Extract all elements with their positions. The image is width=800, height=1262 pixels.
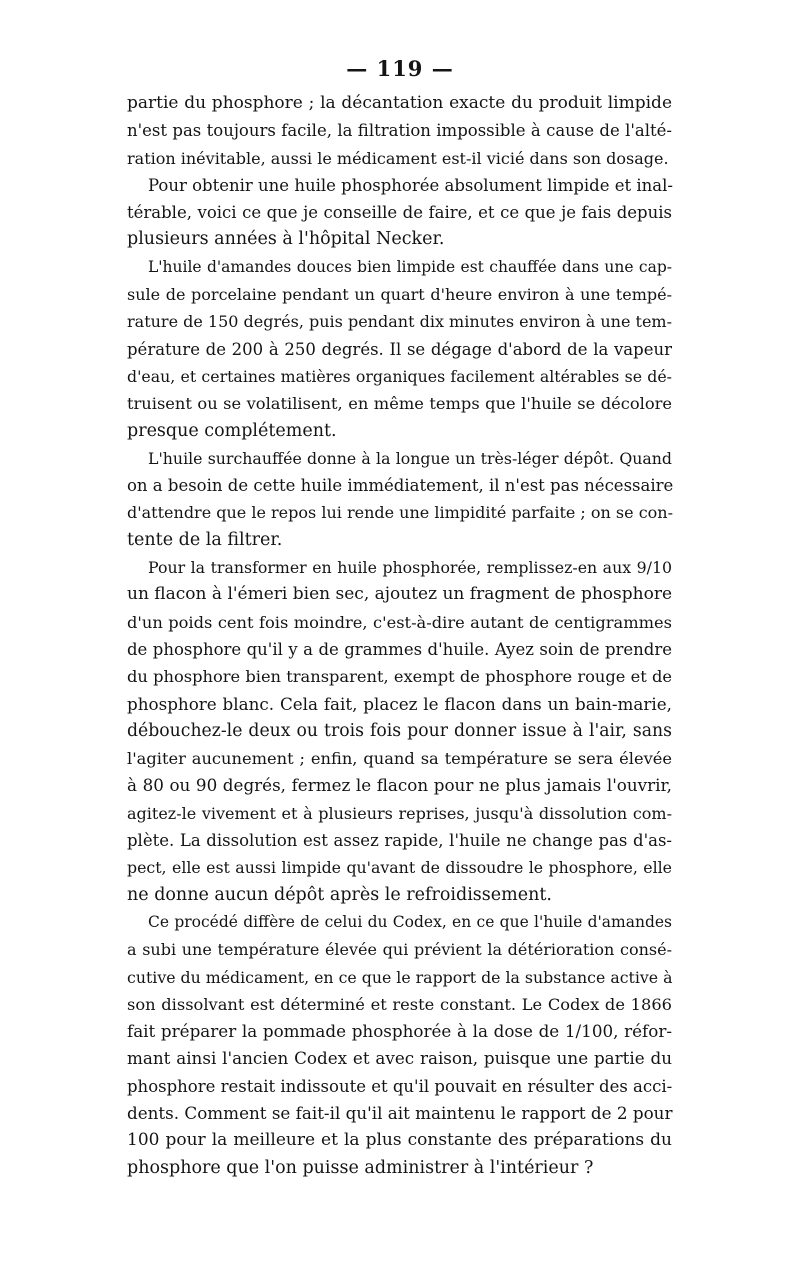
text-line: Pour la transformer en huile phosphorée, remplissez-en aux 9/10	[148, 558, 672, 578]
text-line: a subi une température élevée qui prévient la détérioration consé-	[127, 940, 672, 960]
text-line: fait préparer la pommade phosphorée à la dose de 1/100, réfor-	[127, 1021, 672, 1042]
text-line: Pour obtenir une huile phosphorée absolument limpide et inal-	[148, 175, 673, 195]
text-line: d'attendre que le repos lui rende une limpidité parfaite ; on se con-	[127, 503, 673, 523]
text-line: presque complétement.	[127, 420, 337, 441]
text-line: rature de 150 degrés, puis pendant dix minutes environ à une tem-	[127, 312, 673, 332]
text-line: phosphore blanc. Cela fait, placez le flacon dans un bain-marie,	[127, 693, 672, 714]
text-line: n'est pas toujours facile, la filtration impossible à cause de l'alté-	[127, 121, 672, 141]
page-body	[127, 90, 672, 1182]
text-line: ration inévitable, aussi le médicament est-il vicié dans son dosage.	[127, 148, 669, 168]
text-line: ne donne aucun dépôt après le refroidissement.	[127, 884, 552, 905]
text-line: L'huile surchauffée donne à la longue un très-léger dépôt. Quand	[148, 448, 672, 468]
text-line: phosphore restait indissoute et qu'il pouvait en résulter des acci-	[127, 1076, 673, 1096]
text-line: de phosphore qu'il y a de grammes d'huile. Ayez soin de prendre	[127, 639, 672, 659]
text-line: truisent ou se volatilisent, en même temps que l'huile se décolore	[127, 394, 672, 414]
text-line: on a besoin de cette huile immédiatement, il n'est pas nécessaire	[127, 476, 674, 496]
text-line: Ce procédé diffère de celui du Codex, en ce que l'huile d'amandes	[148, 912, 672, 931]
text-line: dents. Comment se fait-il qu'il ait maintenu le rapport de 2 pour	[127, 1102, 673, 1123]
text-line: tente de la filtrer.	[127, 529, 283, 550]
text-line: cutive du médicament, en ce que le rapport de la substance active à	[127, 967, 673, 987]
text-line: partie du phosphore ; la décantation exacte du produit limpide	[127, 93, 672, 113]
text-line: pérature de 200 à 250 degrés. Il se dégage d'abord de la vapeur	[127, 339, 672, 359]
text-line: à 80 ou 90 degrés, fermez le flacon pour ne plus jamais l'ouvrir,	[127, 775, 672, 796]
text-line: un flacon à l'émeri bien sec, ajoutez un fragment de phosphore	[127, 584, 672, 605]
text-line: L'huile d'amandes douces bien limpide est chauffée dans une cap-	[148, 257, 672, 276]
text-line: pect, elle est aussi limpide qu'avant de dissoudre le phosphore, elle	[127, 858, 672, 878]
text-line: du phosphore bien transparent, exempt de phosphore rouge et de	[127, 667, 672, 687]
text-line: agitez-le vivement et à plusieurs reprises, jusqu'à dissolution com-	[127, 803, 672, 823]
text-line: d'un poids cent fois moindre, c'est-à-dire autant de centigrammes	[127, 612, 672, 632]
text-line: son dissolvant est déterminé et reste constant. Le Codex de 1866	[127, 994, 672, 1014]
text-line: sule de porcelaine pendant un quart d'heure environ à une tempé-	[127, 285, 672, 305]
text-line: térable, voici ce que je conseille de faire, et ce que je fais depuis	[127, 203, 672, 223]
text-line: débouchez-le deux ou trois fois pour donner issue à l'air, sans	[127, 720, 672, 741]
text-line: 100 pour la meilleure et la plus constante des préparations du	[127, 1130, 672, 1151]
text-line: l'agiter aucunement ; enfin, quand sa température se sera élevée	[127, 749, 672, 769]
text-line: d'eau, et certaines matières organiques facilement altérables se dé-	[127, 366, 672, 386]
text-line: phosphore que l'on puisse administrer à l'intérieur ?	[127, 1157, 594, 1178]
text-line: mant ainsi l'ancien Codex et avec raison, puisque une partie du	[127, 1048, 672, 1069]
text-line: plète. La dissolution est assez rapide, l'huile ne change pas d'as-	[127, 831, 672, 851]
text-line: plusieurs années à l'hôpital Necker.	[127, 229, 445, 250]
page-number: — 119 —	[346, 56, 454, 81]
